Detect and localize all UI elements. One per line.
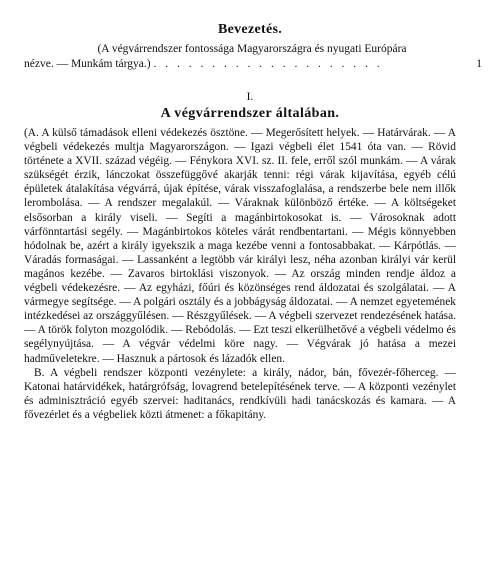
contents-entry-text: nézve. — Munkám tárgya.) [24, 58, 151, 70]
section-body [24, 126, 456, 422]
section-number: I. [246, 91, 254, 103]
contents-entry-line-2 [24, 57, 480, 72]
page-heading: Bevezetés. [217, 22, 283, 37]
section-title: A végvárrendszer általában. [160, 106, 340, 121]
page-number: 1 [476, 58, 482, 70]
dot-leader: . . . . . . . . . . . . . . . . . . . . [153, 58, 383, 70]
paragraph-a: (A. A külső támadások elleni védekezés ösztöne. — Megerősített helyek. — Határvárak. — A végbeli védekezés multja Magyarországon. — Igazi végbeli élet 1541 óta van. — Rövid története a XVII. század végéig. — Fénykora XVI. sz. II. fele, erről szól munkám. — A várak szükségét érzik, lánczokat összefüggővé akarják tenni: régi várak kijavítása, egyéb célú épületek átalakítása végvárrá, újak építése, várak visszafoglalása, a rendszerbe bele nem illők lerombolása. — A rendszer megalakúl. — Váraknak különböző értéke. — A költségeket elsősorban a király viseli. — Segíti a magánbirtokosokat is. — Városoknak adott várfönntartási segély. — Magánbirtokos köteles várát rendbentartani. — Mégis könnyebben hódolnak be, azért a király igyekszik a maga kezébe venni a fontosabbakat. — Kárpótlás. — Váradás formaságai. — Lassanként a legtöbb vár királyi lesz, néha azonban királyi vár kerül magános kezébe. — Zavaros birtoklási viszonyok. — Az ország minden rendje áldoz a végbeli védekezésre. — Az egyházi, főúri és közönséges rend áldozatai és szolgálatai. — A vármegye segítsége. — A polgári osztály és a jobbágyság áldozatai. — A nemzet egyetemének intézkedései az országgyűlésen. — Részgyűlések. — A végbeli szervezet rendezésének hatása. — A török folyton mozgolódik. — Rebódolás. — Ezt teszi elkerülhetővé a végbeli védelmo és segélynyújtása. — A végvár védelmi köre nagy. — Végvárak jó hatása a mezei hadműveletekre. — Hasznuk a pártosok és lázadók ellen. [24, 127, 456, 365]
paragraph-b: B. A végbeli rendszer központi vezénylete: a király, nádor, bán, fővezér-főherceg. — Katonai határvidékek, határgrófság, lovagrend betelepítésének terve. — A központi vezénylet és adminisztráció egyéb szervei: haditanács, rendkívüli hadi tanácskozás és kamara. — A fővezérlet és a végbeliek közti átmenet: a főkapitány. [24, 366, 456, 421]
contents-entry-line-1: (A végvárrendszer fontossága Magyarországra és nyugati Európára [97, 43, 407, 55]
contents-entry [24, 42, 480, 72]
